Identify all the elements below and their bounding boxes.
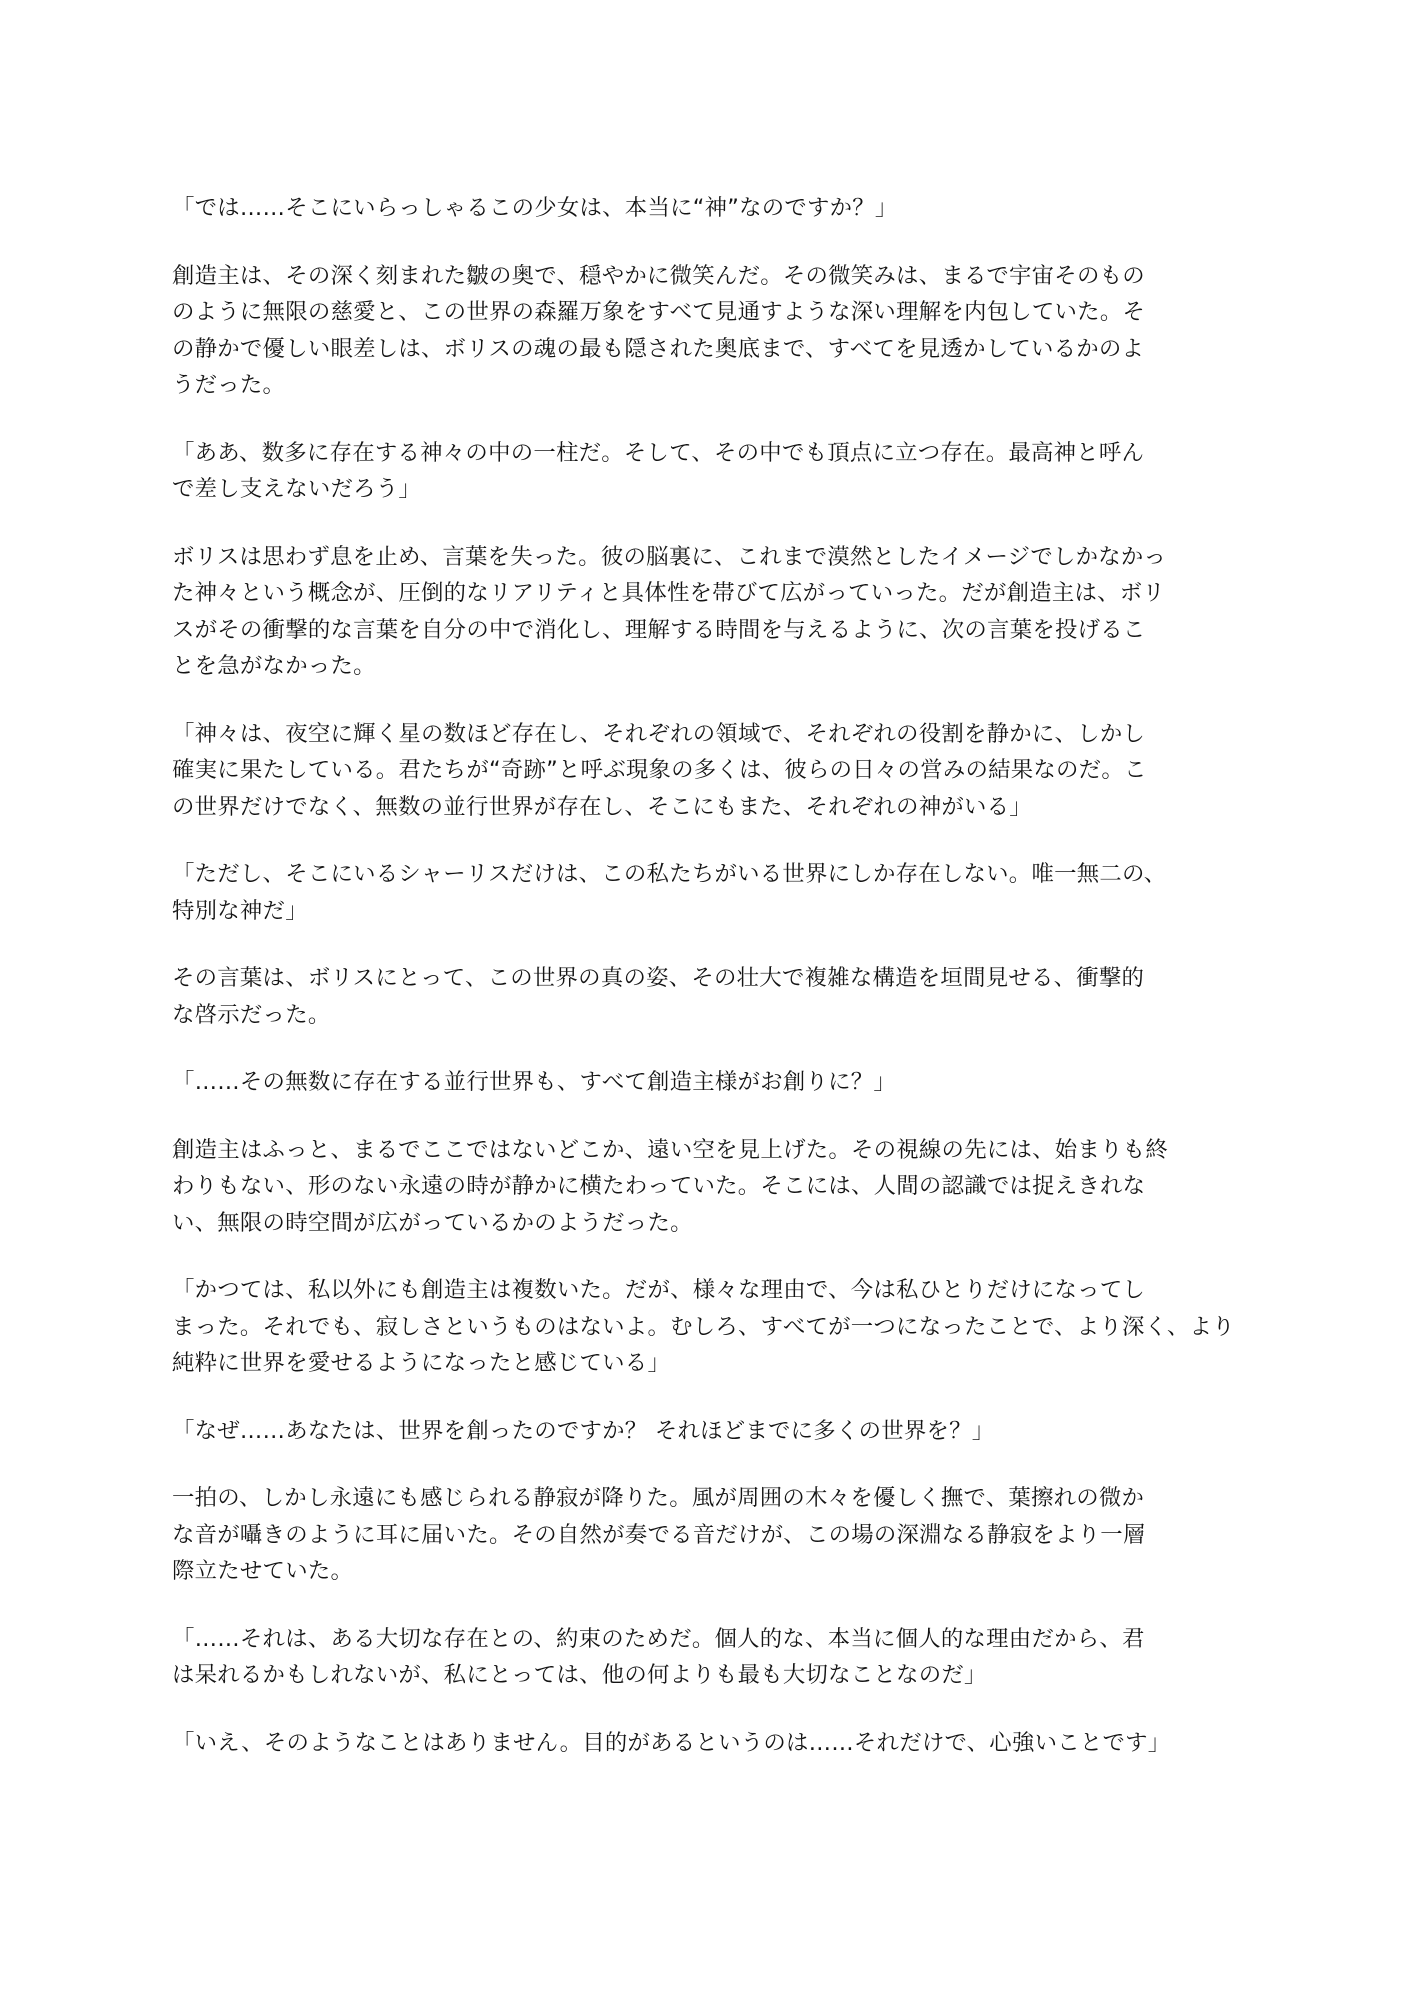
paragraph-dialogue: 「……その無数に存在する並行世界も、すべて創造主様がお創りに？」 [172,1069,897,1095]
paragraph-narration: ボリスは思わず息を止め、言葉を失った。彼の脳裏に、これまで漠然としたイメージでしかなかっ た神々という概念が、圧倒的なリアリティと具体性を帯びて広がっていった。だが創造主は、ボリ スがその衝撃的な言葉を自分の中で消化し、理解する時間を与えるように、次の言葉を投げるこ とを急がなかった。 [172,543,1167,679]
paragraph-narration: 創造主はふっと、まるでここではないどこか、遠い空を見上げた。その視線の先には、始まりも終 わりもない、形のない永遠の時が静かに横たわっていた。そこには、人間の認識では捉えきれな い、無限の時空間が広がっているかのようだった。 [172,1136,1168,1236]
paragraph-dialogue: 「いえ、そのようなことはありません。目的があるというのは……それだけで、心強いことです」 [172,1729,1171,1756]
paragraph-dialogue: 「……それは、ある大切な存在との、約束のためだ。個人的な、本当に個人的な理由だから、君 は呆れるかもしれないが、私にとっては、他の何よりも最も大切なことなのだ」 [172,1625,1145,1688]
paragraph-narration: その言葉は、ボリスにとって、この世界の真の姿、その壮大で複雑な構造を垣間見せる、衝撃的 な啓示だった。 [172,965,1145,1028]
paragraph-dialogue: 「では……そこにいらっしゃるこの少女は、本当に“神”なのですか？」 [172,195,898,221]
paragraph-dialogue: 「神々は、夜空に輝く星の数ほど存在し、それぞれの領域で、それぞれの役割を静かに、しかし 確実に果たしている。君たちが“奇跡”と呼ぶ現象の多くは、彼らの日々の営みの結果なのだ。こ の世界だけでなく、無数の並行世界が存在し、そこにもまた、それぞれの神がいる」 [172,720,1147,820]
paragraph-dialogue: 「なぜ……あなたは、世界を創ったのですか？ それほどまでに多くの世界を？」 [172,1417,995,1444]
paragraph-narration: 創造主は、その深く刻まれた皺の奥で、穏やかに微笑んだ。その微笑みは、まるで宇宙そのもの のように無限の慈愛と、この世界の森羅万象をすべて見通すような深い理解を内包していた。そ の静かで優しい眼差しは、ボリスの魂の最も隠された奥底まで、すべてを見透かしているかのよ うだった。 [172,262,1146,398]
paragraph-dialogue: 「かつては、私以外にも創造主は複数いた。だが、様々な理由で、今は私ひとりだけになってし まった。それでも、寂しさというものはないよ。むしろ、すべてが一つになったことで、より深く、より 純粋に世界を愛せるようになったと感じている」 [172,1277,1235,1376]
paragraph-narration: 一拍の、しかし永遠にも感じられる静寂が降りた。風が周囲の木々を優しく撫で、葉擦れの微か な音が囁きのように耳に届いた。その自然が奏でる音だけが、この場の深淵なる静寂をより一層 際立たせていた。 [172,1485,1146,1584]
body-text [172,190,1262,1792]
paragraph-dialogue: 「ああ、数多に存在する神々の中の一柱だ。そして、その中でも頂点に立つ存在。最高神と呼ん で差し支えないだろう」 [172,439,1145,502]
paragraph-dialogue: 「ただし、そこにいるシャーリスだけは、この私たちがいる世界にしか存在しない。唯一無二の、 特別な神だ」 [172,861,1167,924]
